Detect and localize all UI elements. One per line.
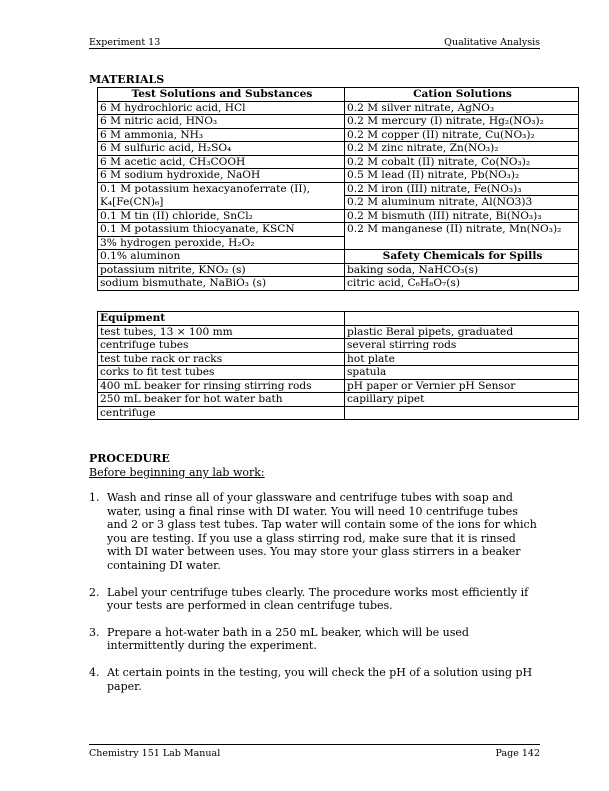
table-row xyxy=(98,209,579,223)
procedure-steps xyxy=(89,491,539,693)
equipment-cell: centrifuge xyxy=(98,406,345,420)
table-row xyxy=(98,223,579,237)
table-row xyxy=(98,277,579,291)
cation-solution-cell: 0.2 M cobalt (II) nitrate, Co(NO₃)₂ xyxy=(345,155,579,169)
table-row xyxy=(98,196,579,210)
materials-table xyxy=(97,87,579,291)
safety-chemical-cell: citric acid, C₆H₈O₇(s) xyxy=(345,277,579,291)
step-number: 1. xyxy=(89,491,100,504)
test-solution-cell: 3% hydrogen peroxide, H₂O₂ xyxy=(98,236,345,250)
page-header xyxy=(89,34,540,49)
step-text: Prepare a hot-water bath in a 250 mL beaker, which will be used intermittently during the experiment. xyxy=(107,625,469,653)
list-item xyxy=(89,666,539,693)
safety-chemical-cell: baking soda, NaHCO₃(s) xyxy=(345,263,579,277)
equipment-cell: plastic Beral pipets, graduated xyxy=(345,325,579,339)
table-row xyxy=(98,339,579,353)
test-solution-cell: 0.1 M tin (II) chloride, SnCl₂ xyxy=(98,209,345,223)
step-number: 4. xyxy=(89,665,100,679)
cation-solution-cell: 0.2 M silver nitrate, AgNO₃ xyxy=(345,101,579,115)
empty-cell xyxy=(345,312,579,326)
cation-solution-cell: 0.2 M manganese (II) nitrate, Mn(NO₃)₂ xyxy=(345,223,579,237)
table-row xyxy=(98,236,579,250)
list-item xyxy=(89,626,539,653)
footer-manual-title: Chemistry 151 Lab Manual xyxy=(89,748,221,759)
cation-solution-cell: 0.2 M aluminum nitrate, Al(NO3)3 xyxy=(345,196,579,210)
test-solution-cell: 6 M nitric acid, HNO₃ xyxy=(98,115,345,129)
cation-solutions-header: Cation Solutions xyxy=(345,88,579,102)
equipment-cell: 250 mL beaker for hot water bath xyxy=(98,393,345,407)
table-row xyxy=(98,352,579,366)
equipment-cell: pH paper or Vernier pH Sensor xyxy=(345,379,579,393)
test-solution-cell: sodium bismuthate, NaBiO₃ (s) xyxy=(98,277,345,291)
list-item xyxy=(89,586,539,613)
test-solution-cell: 6 M ammonia, NH₃ xyxy=(98,128,345,142)
empty-cell xyxy=(345,236,579,250)
equipment-cell: 400 mL beaker for rinsing stirring rods xyxy=(98,379,345,393)
step-text: Wash and rinse all of your glassware and centrifuge tubes with soap and water, using a final rinse with DI water. You will need 10 centrifuge tubes and 2 or 3 glass test tubes. Tap water will contain some of the ions for which you are testing. If you use a glass stirring rod, make sure that it is rinsed with DI water between uses. You may store your glass stirrers in a beaker containing DI water. xyxy=(107,491,537,572)
test-solutions-header: Test Solutions and Substances xyxy=(98,88,345,102)
table-row xyxy=(98,115,579,129)
equipment-header: Equipment xyxy=(98,312,345,326)
table-row xyxy=(98,263,579,277)
cation-solution-cell: 0.2 M bismuth (III) nitrate, Bi(NO₃)₃ xyxy=(345,209,579,223)
test-solution-cell: 0.1 M potassium hexacyanoferrate (II), xyxy=(98,182,345,196)
equipment-cell xyxy=(345,406,579,420)
materials-title: MATERIALS xyxy=(89,73,165,86)
test-solution-cell: K₄[Fe(CN)₆] xyxy=(98,196,345,210)
header-topic: Qualitative Analysis xyxy=(444,37,540,48)
equipment-cell: corks to fit test tubes xyxy=(98,366,345,380)
materials-header-row xyxy=(98,88,579,102)
page-footer xyxy=(89,744,540,763)
procedure-title: PROCEDURE xyxy=(89,452,170,465)
list-item xyxy=(89,491,539,573)
test-solution-cell: 0.1 M potassium thiocyanate, KSCN xyxy=(98,223,345,237)
equipment-cell: capillary pipet xyxy=(345,393,579,407)
table-row xyxy=(98,101,579,115)
test-solution-cell: 6 M sulfuric acid, H₂SO₄ xyxy=(98,142,345,156)
table-row xyxy=(98,128,579,142)
table-row xyxy=(98,155,579,169)
table-row xyxy=(98,379,579,393)
cation-solution-cell: 0.2 M mercury (I) nitrate, Hg₂(NO₃)₂ xyxy=(345,115,579,129)
cation-solution-cell: 0.5 M lead (II) nitrate, Pb(NO₃)₂ xyxy=(345,169,579,183)
equipment-cell: hot plate xyxy=(345,352,579,366)
footer-page-number: Page 142 xyxy=(495,748,540,759)
equipment-cell: test tubes, 13 × 100 mm xyxy=(98,325,345,339)
test-solution-cell: 0.1% aluminon xyxy=(98,250,345,264)
table-row xyxy=(98,182,579,196)
procedure-subtitle: Before beginning any lab work: xyxy=(89,466,265,479)
table-row xyxy=(98,250,579,264)
header-experiment: Experiment 13 xyxy=(89,37,161,48)
test-solution-cell: 6 M acetic acid, CH₃COOH xyxy=(98,155,345,169)
table-row xyxy=(98,406,579,420)
table-row xyxy=(98,366,579,380)
table-row xyxy=(98,142,579,156)
step-text: At certain points in the testing, you will check the pH of a solution using pH paper. xyxy=(107,665,533,693)
safety-chemicals-header: Safety Chemicals for Spills xyxy=(345,250,579,264)
equipment-table xyxy=(97,311,579,420)
equipment-cell: spatula xyxy=(345,366,579,380)
equipment-cell: test tube rack or racks xyxy=(98,352,345,366)
step-text: Label your centrifuge tubes clearly. The procedure works most efficiently if your tests are performed in clean centrifuge tubes. xyxy=(107,585,529,613)
equipment-header-row xyxy=(98,312,579,326)
step-number: 2. xyxy=(89,585,100,599)
cation-solution-cell: 0.2 M copper (II) nitrate, Cu(NO₃)₂ xyxy=(345,128,579,142)
table-row xyxy=(98,393,579,407)
table-row xyxy=(98,325,579,339)
step-number: 3. xyxy=(89,625,100,639)
table-row xyxy=(98,169,579,183)
equipment-cell: several stirring rods xyxy=(345,339,579,353)
test-solution-cell: 6 M sodium hydroxide, NaOH xyxy=(98,169,345,183)
test-solution-cell: potassium nitrite, KNO₂ (s) xyxy=(98,263,345,277)
cation-solution-cell: 0.2 M zinc nitrate, Zn(NO₃)₂ xyxy=(345,142,579,156)
equipment-cell: centrifuge tubes xyxy=(98,339,345,353)
cation-solution-cell: 0.2 M iron (III) nitrate, Fe(NO₃)₃ xyxy=(345,182,579,196)
test-solution-cell: 6 M hydrochloric acid, HCl xyxy=(98,101,345,115)
